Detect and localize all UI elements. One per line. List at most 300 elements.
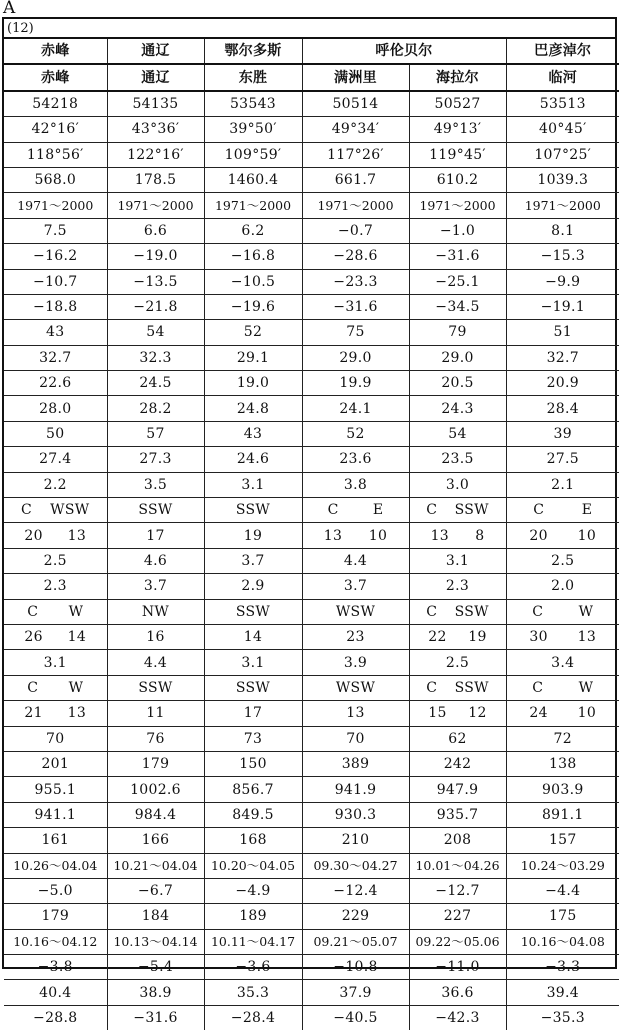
table-cell: −19.0: [107, 244, 204, 269]
table-cell: 24.1: [302, 396, 409, 421]
table-cell: SSW: [107, 498, 204, 523]
table-cell: 166: [107, 828, 204, 853]
pair-value: SSW: [454, 603, 489, 620]
value-pair: [4, 703, 107, 723]
table-cell: 3.0: [409, 472, 506, 497]
table-row: [4, 726, 619, 751]
table-cell: 28.0: [4, 396, 107, 421]
table-cell: 37.9: [302, 980, 409, 1005]
value-pair: [4, 602, 107, 622]
table-cell: 24.6: [204, 447, 302, 472]
pair-value: W: [578, 679, 594, 696]
value-pair: [303, 526, 409, 546]
table-cell: −40.5: [302, 1005, 409, 1030]
table-cell: 39.4: [506, 980, 619, 1005]
table-cell: 955.1: [4, 777, 107, 802]
table-cell: 2.5: [4, 548, 107, 573]
table-cell: 568.0: [4, 167, 107, 192]
pair-value: 10: [368, 527, 388, 544]
table-cell: 10.13～04.14: [107, 929, 204, 954]
table-cell: 849.5: [204, 802, 302, 827]
table-cell: −3.8: [4, 955, 107, 980]
table-cell: 09.22～05.06: [409, 929, 506, 954]
table-cell: 117°26′: [302, 142, 409, 167]
province-header: 赤峰: [4, 39, 107, 64]
table-cell: [506, 498, 619, 523]
table-cell: [302, 523, 409, 548]
table-cell: 119°45′: [409, 142, 506, 167]
table-cell: 09.30～04.27: [302, 853, 409, 878]
table-row: [4, 929, 619, 954]
table-cell: 10.24～03.29: [506, 853, 619, 878]
value-pair: [507, 526, 620, 546]
table-cell: 10.20～04.05: [204, 853, 302, 878]
table-cell: 43: [204, 421, 302, 446]
table-row: [4, 853, 619, 878]
table-cell: −1.0: [409, 218, 506, 243]
table-row: [4, 117, 619, 142]
pair-value: C: [27, 679, 39, 696]
value-pair: [4, 526, 107, 546]
table-cell: −19.1: [506, 294, 619, 319]
table-cell: 43°36′: [107, 117, 204, 142]
pair-value: C: [327, 502, 339, 519]
table-row: [4, 269, 619, 294]
table-cell: −0.7: [302, 218, 409, 243]
pair-value: 19: [468, 629, 487, 646]
pair-value: 15: [428, 705, 447, 722]
province-header: 呼伦贝尔: [302, 39, 506, 64]
table-cell: SSW: [204, 498, 302, 523]
table-row: [4, 421, 619, 446]
table-cell: SSW: [204, 675, 302, 700]
table-cell: 242: [409, 751, 506, 776]
table-cell: −35.3: [506, 1005, 619, 1030]
value-pair: [410, 627, 506, 647]
table-row: [4, 472, 619, 497]
table-cell: 09.21～05.07: [302, 929, 409, 954]
table-cell: 49°13′: [409, 117, 506, 142]
table-row: [4, 244, 619, 269]
table-cell: [409, 498, 506, 523]
table-cell: −18.8: [4, 294, 107, 319]
table-row: [4, 447, 619, 472]
value-pair: [507, 678, 620, 698]
table-cell: 3.9: [302, 650, 409, 675]
table-cell: 16: [107, 624, 204, 649]
table-cell: 27.5: [506, 447, 619, 472]
table-cell: 39°50′: [204, 117, 302, 142]
station-name: 赤峰: [4, 64, 107, 90]
table-cell: 54: [107, 320, 204, 345]
table-cell: 4.4: [107, 650, 204, 675]
table-cell: 3.8: [302, 472, 409, 497]
table-cell: −25.1: [409, 269, 506, 294]
table-cell: [4, 523, 107, 548]
table-cell: 27.3: [107, 447, 204, 472]
value-pair: [410, 678, 506, 698]
table-cell: SSW: [107, 675, 204, 700]
table-cell: 2.5: [409, 650, 506, 675]
table-cell: 610.2: [409, 167, 506, 192]
table-cell: [409, 599, 506, 624]
table-cell: 73: [204, 726, 302, 751]
pair-value: 12: [468, 705, 487, 722]
table-cell: 19: [204, 523, 302, 548]
pair-value: C: [426, 603, 438, 620]
table-cell: 76: [107, 726, 204, 751]
table-cell: 36.6: [409, 980, 506, 1005]
value-pair: [303, 500, 409, 520]
table-cell: 70: [4, 726, 107, 751]
climate-data-table: [4, 39, 619, 1030]
table-cell: 35.3: [204, 980, 302, 1005]
table-cell: 24.5: [107, 371, 204, 396]
pair-value: C: [21, 502, 33, 519]
table-cell: NW: [107, 599, 204, 624]
table-cell: 10.11～04.17: [204, 929, 302, 954]
table-cell: −6.7: [107, 878, 204, 903]
table-row: [4, 218, 619, 243]
table-cell: −34.5: [409, 294, 506, 319]
table-cell: 150: [204, 751, 302, 776]
table-cell: −4.9: [204, 878, 302, 903]
pair-value: 21: [24, 705, 43, 722]
table-cell: 1002.6: [107, 777, 204, 802]
table-cell: [4, 701, 107, 726]
table-cell: 20.5: [409, 371, 506, 396]
table-cell: 3.5: [107, 472, 204, 497]
table-row: [4, 650, 619, 675]
table-cell: [4, 675, 107, 700]
table-row: [4, 548, 619, 573]
table-cell: 54135: [107, 91, 204, 117]
table-cell: 1971～2000: [409, 193, 506, 218]
table-cell: 389: [302, 751, 409, 776]
pair-value: C: [426, 502, 438, 519]
table-cell: 1971～2000: [107, 193, 204, 218]
pair-value: 26: [24, 629, 43, 646]
value-pair: [410, 500, 506, 520]
table-cell: 3.7: [302, 574, 409, 599]
pair-value: E: [581, 502, 593, 519]
table-cell: 109°59′: [204, 142, 302, 167]
station-name: 海拉尔: [409, 64, 506, 90]
table-cell: 53513: [506, 91, 619, 117]
table-cell: 10.01～04.26: [409, 853, 506, 878]
table-cell: 184: [107, 904, 204, 929]
table-cell: 3.1: [204, 650, 302, 675]
table-cell: 941.9: [302, 777, 409, 802]
table-row: [4, 142, 619, 167]
table-cell: −28.8: [4, 1005, 107, 1030]
table-cell: 1971～2000: [302, 193, 409, 218]
table-row: [4, 396, 619, 421]
table-cell: 29.0: [409, 345, 506, 370]
table-cell: 62: [409, 726, 506, 751]
table-cell: −3.6: [204, 955, 302, 980]
station-name: 东胜: [204, 64, 302, 90]
table-row: [4, 294, 619, 319]
table-cell: 179: [107, 751, 204, 776]
pair-value: E: [372, 502, 384, 519]
province-header: 巴彦淖尔: [506, 39, 619, 64]
table-cell: 1971～2000: [506, 193, 619, 218]
table-cell: 168: [204, 828, 302, 853]
table-row: [4, 828, 619, 853]
table-cell: 32.7: [506, 345, 619, 370]
table-cell: 984.4: [107, 802, 204, 827]
table-cell: 107°25′: [506, 142, 619, 167]
station-name: 临河: [506, 64, 619, 90]
table-row: [4, 193, 619, 218]
table-cell: 1039.3: [506, 167, 619, 192]
pair-value: 13: [577, 629, 597, 646]
table-cell: 28.4: [506, 396, 619, 421]
pair-value: WSW: [50, 502, 90, 519]
table-cell: 229: [302, 904, 409, 929]
table-cell: 947.9: [409, 777, 506, 802]
table-row: [4, 751, 619, 776]
table-cell: 23: [302, 624, 409, 649]
table-cell: 856.7: [204, 777, 302, 802]
table-cell: 10.21～04.04: [107, 853, 204, 878]
table-row: [4, 955, 619, 980]
table-cell: −10.7: [4, 269, 107, 294]
table-cell: 70: [302, 726, 409, 751]
table-cell: 19.9: [302, 371, 409, 396]
table-cell: 3.7: [204, 548, 302, 573]
table-cell: 2.9: [204, 574, 302, 599]
pair-value: W: [68, 603, 84, 620]
pair-value: 22: [428, 629, 447, 646]
pair-value: 10: [577, 705, 597, 722]
table-cell: [302, 498, 409, 523]
table-row: [4, 371, 619, 396]
table-cell: −9.9: [506, 269, 619, 294]
table-cell: 57: [107, 421, 204, 446]
province-header: 鄂尔多斯: [204, 39, 302, 64]
table-cell: 6.6: [107, 218, 204, 243]
table-cell: [409, 624, 506, 649]
table-cell: 75: [302, 320, 409, 345]
table-row: [4, 802, 619, 827]
table-row: [4, 498, 619, 523]
climate-table-container: [2, 17, 617, 1027]
table-cell: [409, 675, 506, 700]
table-cell: 38.9: [107, 980, 204, 1005]
table-cell: 14: [204, 624, 302, 649]
table-cell: 189: [204, 904, 302, 929]
table-cell: 51: [506, 320, 619, 345]
table-cell: 13: [302, 701, 409, 726]
province-header: 通辽: [107, 39, 204, 64]
table-cell: 4.6: [107, 548, 204, 573]
table-cell: −10.8: [302, 955, 409, 980]
table-cell: 50514: [302, 91, 409, 117]
table-cell: SSW: [204, 599, 302, 624]
table-cell: −11.0: [409, 955, 506, 980]
table-row: [4, 91, 619, 117]
pair-value: 13: [67, 705, 87, 722]
table-cell: [409, 701, 506, 726]
table-cell: −31.6: [302, 294, 409, 319]
table-cell: −19.6: [204, 294, 302, 319]
table-cell: 161: [4, 828, 107, 853]
table-cell: 24.3: [409, 396, 506, 421]
table-cell: 2.5: [506, 548, 619, 573]
value-pair: [410, 703, 506, 723]
table-cell: −5.0: [4, 878, 107, 903]
table-cell: −10.5: [204, 269, 302, 294]
table-cell: 22.6: [4, 371, 107, 396]
table-row: [4, 1005, 619, 1030]
table-cell: 2.1: [506, 472, 619, 497]
value-pair: [410, 602, 506, 622]
table-row: [4, 523, 619, 548]
table-cell: 138: [506, 751, 619, 776]
table-cell: 227: [409, 904, 506, 929]
table-cell: 20.9: [506, 371, 619, 396]
table-cell: 24.8: [204, 396, 302, 421]
table-cell: 1971～2000: [4, 193, 107, 218]
value-pair: [507, 703, 620, 723]
table-cell: WSW: [302, 599, 409, 624]
table-cell: −31.6: [409, 244, 506, 269]
table-cell: 178.5: [107, 167, 204, 192]
table-cell: −3.3: [506, 955, 619, 980]
table-cell: −28.4: [204, 1005, 302, 1030]
table-cell: 54: [409, 421, 506, 446]
table-cell: 23.5: [409, 447, 506, 472]
table-cell: −23.3: [302, 269, 409, 294]
table-cell: 32.3: [107, 345, 204, 370]
table-cell: 210: [302, 828, 409, 853]
table-row: [4, 980, 619, 1005]
table-cell: 6.2: [204, 218, 302, 243]
table-cell: −5.4: [107, 955, 204, 980]
table-row: [4, 904, 619, 929]
table-cell: −12.7: [409, 878, 506, 903]
table-cell: 930.3: [302, 802, 409, 827]
table-cell: −42.3: [409, 1005, 506, 1030]
table-row: [4, 574, 619, 599]
table-cell: [4, 599, 107, 624]
table-cell: −4.4: [506, 878, 619, 903]
table-cell: 52: [302, 421, 409, 446]
table-cell: 3.4: [506, 650, 619, 675]
table-cell: 8.1: [506, 218, 619, 243]
table-row: [4, 777, 619, 802]
table-cell: 19.0: [204, 371, 302, 396]
table-cell: 11: [107, 701, 204, 726]
table-cell: [4, 498, 107, 523]
value-pair: [507, 602, 620, 622]
table-cell: 10.16～04.08: [506, 929, 619, 954]
table-cell: 17: [107, 523, 204, 548]
table-cell: 27.4: [4, 447, 107, 472]
province-header-row: [4, 39, 619, 64]
value-pair: [507, 627, 620, 647]
table-cell: 50527: [409, 91, 506, 117]
table-cell: 32.7: [4, 345, 107, 370]
table-cell: 29.1: [204, 345, 302, 370]
table-row: [4, 167, 619, 192]
table-cell: 1971～2000: [204, 193, 302, 218]
station-header-row: [4, 64, 619, 90]
table-cell: −21.8: [107, 294, 204, 319]
table-cell: 2.3: [4, 574, 107, 599]
pair-value: 8: [475, 527, 485, 544]
table-cell: 40.4: [4, 980, 107, 1005]
value-pair: [4, 500, 107, 520]
table-row: [4, 599, 619, 624]
table-cell: 40°45′: [506, 117, 619, 142]
table-number: (12): [4, 19, 615, 39]
table-cell: 661.7: [302, 167, 409, 192]
table-cell: 79: [409, 320, 506, 345]
table-cell: 2.3: [409, 574, 506, 599]
station-name: 满洲里: [302, 64, 409, 90]
pair-value: 20: [24, 527, 43, 544]
pair-value: 10: [577, 527, 597, 544]
table-cell: 1460.4: [204, 167, 302, 192]
pair-value: 20: [529, 527, 548, 544]
value-pair: [4, 678, 107, 698]
table-cell: −15.3: [506, 244, 619, 269]
table-cell: 49°34′: [302, 117, 409, 142]
pair-value: 30: [529, 629, 548, 646]
table-cell: −31.6: [107, 1005, 204, 1030]
table-cell: 42°16′: [4, 117, 107, 142]
table-cell: 201: [4, 751, 107, 776]
pair-value: C: [27, 603, 39, 620]
table-cell: −28.6: [302, 244, 409, 269]
table-row: [4, 878, 619, 903]
table-cell: 208: [409, 828, 506, 853]
table-cell: 122°16′: [107, 142, 204, 167]
table-row: [4, 320, 619, 345]
pair-value: 14: [67, 629, 87, 646]
table-row: [4, 624, 619, 649]
table-cell: WSW: [302, 675, 409, 700]
table-cell: [506, 624, 619, 649]
table-cell: 23.6: [302, 447, 409, 472]
table-cell: 29.0: [302, 345, 409, 370]
table-cell: 891.1: [506, 802, 619, 827]
table-cell: 3.1: [409, 548, 506, 573]
table-cell: 52: [204, 320, 302, 345]
table-cell: 54218: [4, 91, 107, 117]
table-cell: 3.1: [204, 472, 302, 497]
table-cell: −12.4: [302, 878, 409, 903]
table-cell: 10.16～04.12: [4, 929, 107, 954]
table-cell: 39: [506, 421, 619, 446]
table-cell: [409, 523, 506, 548]
table-cell: −16.2: [4, 244, 107, 269]
table-cell: [506, 523, 619, 548]
table-cell: [506, 675, 619, 700]
pair-value: 13: [67, 527, 87, 544]
table-cell: 175: [506, 904, 619, 929]
table-row: [4, 345, 619, 370]
table-cell: 941.1: [4, 802, 107, 827]
pair-value: SSW: [454, 502, 489, 519]
table-cell: 3.1: [4, 650, 107, 675]
table-row: [4, 675, 619, 700]
table-row: [4, 701, 619, 726]
table-cell: 935.7: [409, 802, 506, 827]
